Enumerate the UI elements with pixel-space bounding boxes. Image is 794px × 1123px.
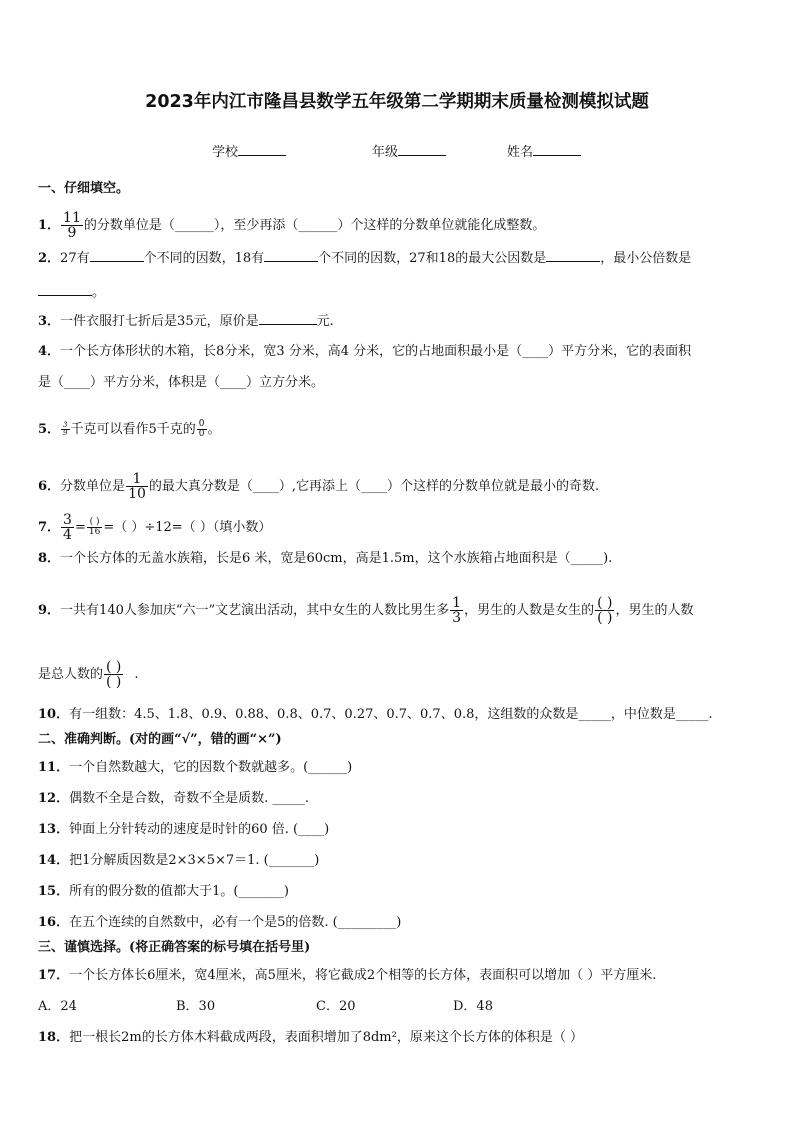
answer-blank — [259, 312, 317, 325]
answer-blank — [264, 249, 318, 262]
question-2-cont: 。 — [38, 283, 105, 302]
question-3: 3．一件衣服打七折后是35元，原价是 元. — [38, 314, 334, 329]
grade-field: 年级 — [372, 141, 446, 160]
school-blank — [238, 143, 286, 156]
question-8: 8．一个长方体的无盖水族箱，长是6 米，宽是60cm，高是1.5m，这个水族箱占地面积是（_____). — [38, 551, 613, 566]
question-6: 6．分数单位是 $\frac{1}{10}$ 的最大真分数是（____）,它再添上（____）个这样的分数单位就是最小的奇数. — [38, 471, 600, 502]
page-title: 2023年内江市隆昌县数学五年级第二学期期末质量检测模拟试题 — [145, 92, 649, 112]
question-4-cont: 是（____）平方分米，体积是（____）立方分米。 — [38, 375, 325, 390]
fraction: $\frac{3}{9}$ — [63, 421, 68, 437]
fraction: $\frac{1}{10}$ — [128, 471, 146, 502]
name-blank — [533, 143, 581, 156]
section-heading-judge: 二、准确判断。(对的画“√”，错的画“×”) — [38, 732, 282, 747]
question-5: 5． $\frac{3}{9}$ 千克可以看作5千克的 $\frac{0}{0}$ 。 — [38, 419, 221, 439]
grade-blank — [398, 143, 446, 156]
question-9-cont: 是总人数的 $\frac{( )}{( )}$ . — [38, 659, 139, 690]
answer-blank — [38, 283, 92, 296]
fraction: $\frac{1}{3}$ — [452, 595, 462, 626]
option-d: D．48 — [453, 999, 493, 1014]
section-heading-choice: 三、谨慎选择。(将正确答案的标号填在括号里) — [38, 940, 311, 955]
fraction: $\frac{( )}{16}$ — [88, 517, 101, 537]
option-c: C．20 — [316, 999, 356, 1014]
question-14: 14．把1分解质因数是2×3×5×7＝1. (_______) — [38, 853, 320, 868]
fraction: $\frac{11}{9}$ — [63, 210, 81, 241]
question-15: 15．所有的假分数的值都大于1。(_______) — [38, 884, 290, 899]
fraction: $\frac{( )}{( )}$ — [597, 595, 613, 626]
question-1: 1． $\frac{11}{9}$ 的分数单位是（______），至少再添（______）个这样的分数单位就能化成整数。 — [38, 210, 546, 241]
question-13: 13．钟面上分针转动的速度是时针的60 倍. (____) — [38, 822, 330, 837]
section-heading-fill: 一、仔细填空。 — [38, 181, 130, 196]
question-17: 17．一个长方体长6厘米，宽4厘米，高5厘米，将它截成2个相等的长方体，表面积可以增加（ ）平方厘米. — [38, 968, 657, 983]
school-field: 学校 — [212, 141, 286, 160]
fraction: $\frac{0}{0}$ — [198, 419, 205, 439]
question-18: 18．把一根长2m的长方体木料截成两段，表面积增加了8dm²，原来这个长方体的体积是（ ） — [38, 1030, 583, 1045]
question-11: 11．一个自然数越大，它的因数个数就越多。(______) — [38, 760, 353, 775]
fraction: $\frac{3}{4}$ — [63, 512, 72, 543]
answer-blank — [90, 249, 144, 262]
question-7: 7． $\frac{3}{4}$ = $\frac{( )}{16}$ =（ ）÷12=（ ）（填小数） — [38, 512, 272, 543]
option-a: A．24 — [38, 999, 77, 1014]
option-b: B．30 — [176, 999, 216, 1014]
answer-blank — [546, 249, 600, 262]
question-9: 9．一共有140人参加庆“六一”文艺演出活动，其中女生的人数比男生多 $\frac{1}{3}$ ，男生的人数是女生的 $\frac{( )}{( )}$ ，男生的人数 — [38, 595, 694, 626]
fraction: $\frac{( )}{( )}$ — [106, 659, 122, 690]
question-10: 10．有一组数：4.5、1.8、0.9、0.88、0.8、0.7、0.27、0.7、0.7、0.8，这组数的众数是_____，中位数是_____. — [38, 707, 713, 722]
question-16: 16．在五个连续的自然数中，必有一个是5的倍数. (_________) — [38, 915, 402, 930]
question-2: 2．27有 个不同的因数，18有 个不同的因数，27和18的最大公因数是 ，最小公倍数是 — [38, 251, 692, 266]
name-field: 姓名 — [507, 141, 581, 160]
question-12: 12．偶数不全是合数，奇数不全是质数. _____. — [38, 791, 309, 806]
question-4: 4．一个长方体形状的木箱，长8分米，宽3 分米，高4 分米，它的占地面积最小是（____）平方分米，它的表面积 — [38, 344, 692, 359]
